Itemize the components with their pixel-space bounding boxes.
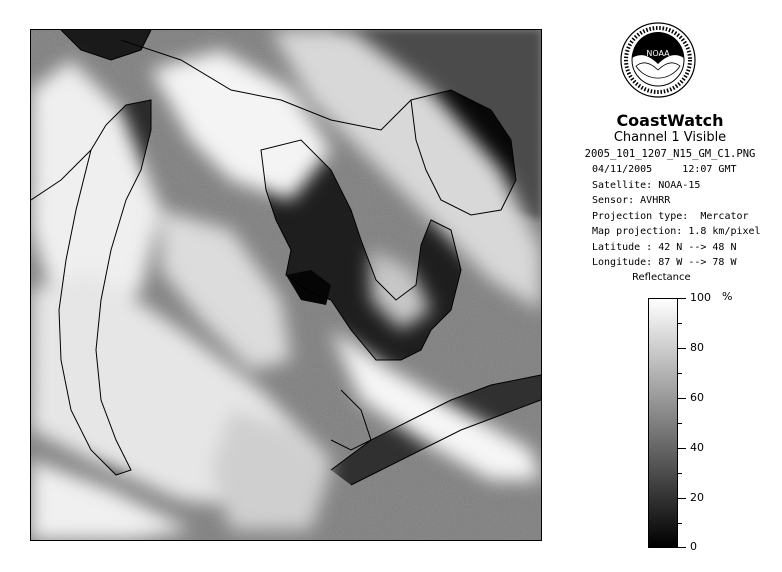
projection-type-text: Projection type: Mercator — [592, 210, 749, 222]
colorbar-tick — [678, 348, 686, 349]
filename-label: 2005_101_1207_N15_GM_C1.PNG — [584, 148, 756, 160]
latitude-text: Latitude : 42 N --> 48 N — [592, 241, 737, 253]
colorbar-tick — [678, 498, 686, 499]
info-panel — [562, 112, 778, 271]
map-projection-text: Map projection: 1.8 km/pixel — [592, 226, 761, 237]
colorbar-minor-tick — [678, 473, 682, 474]
colorbar-minor-tick — [678, 523, 682, 524]
satellite-image[interactable] — [30, 29, 542, 541]
colorbar-title: Reflectance — [632, 272, 691, 283]
satellite-text: Satellite: NOAA-15 — [592, 179, 701, 191]
brand-title: CoastWatch — [616, 111, 724, 130]
colorbar-label-0: 0 — [690, 540, 697, 553]
colorbar-minor-tick — [678, 423, 682, 424]
colorbar-tick — [678, 298, 686, 299]
logo-center-text: NOAA — [646, 49, 670, 58]
colorbar-tick — [678, 547, 686, 548]
colorbar-unit: % — [722, 290, 733, 303]
channel-label: Channel 1 Visible — [613, 130, 727, 145]
colorbar-minor-tick — [678, 323, 682, 324]
colorbar-minor-tick — [678, 373, 682, 374]
colorbar-label-100: 100 — [690, 291, 711, 304]
colorbar-label-60: 60 — [690, 391, 704, 404]
noaa-logo-icon — [620, 22, 696, 98]
metadata-block — [562, 162, 778, 271]
sensor-text: Sensor: AVHRR — [592, 195, 671, 206]
colorbar-label-80: 80 — [690, 341, 704, 354]
colorbar-tick — [678, 398, 686, 399]
datetime-text: 04/11/2005 12:07 GMT — [592, 164, 737, 175]
colorbar — [648, 298, 678, 548]
colorbar-label-40: 40 — [690, 441, 704, 454]
colorbar-tick — [678, 448, 686, 449]
colorbar-label-20: 20 — [690, 491, 704, 504]
longitude-text: Longitude: 87 W --> 78 W — [592, 257, 737, 268]
